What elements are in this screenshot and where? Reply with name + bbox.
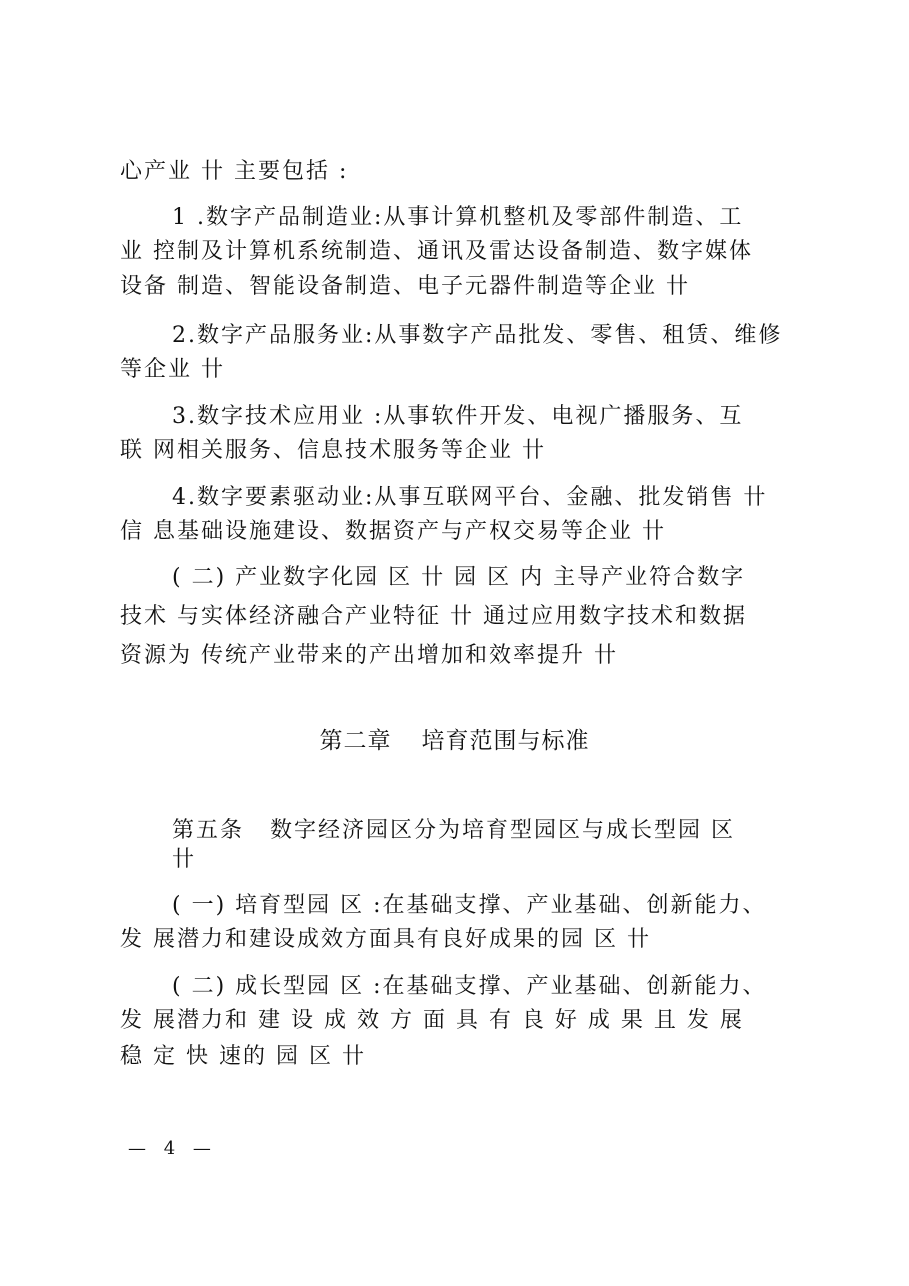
- text-line: 资源为 传统产业带来的产出增加和效率提升 卄: [120, 643, 618, 668]
- text-line: 3.数字技术应用业 :从事软件开发、电视广播服务、互: [172, 404, 744, 429]
- article-label: 第五条: [172, 818, 245, 843]
- text-line: 发 展潜力和 建 设 成 效 方 面 具 有 良 好 成 果 且 发 展: [120, 1008, 744, 1033]
- text-line: 稳 定 快 速的 园 区 卄: [120, 1044, 366, 1069]
- text-line: 发 展潜力和建设成效方面具有良好成果的园 区 卄: [120, 927, 651, 952]
- text-line: 2.数字产品服务业:从事数字产品批发、零售、租赁、维修: [172, 323, 783, 348]
- chapter-title: 培育范围与标准: [421, 728, 590, 754]
- chapter-number: 第二章: [319, 728, 392, 754]
- text-line: ( 一) 培育型园 区 :在基础支撑、产业基础、创新能力、: [172, 893, 767, 918]
- text-line: 心产业 卄 主要包括 :: [120, 159, 349, 184]
- text-line: 1 .数字产品制造业:从事计算机整机及零部件制造、工: [172, 205, 744, 230]
- text-line: 设备 制造、智能设备制造、电子元器件制造等企业 卄: [120, 274, 690, 299]
- text-line: 等企业 卄: [120, 357, 225, 382]
- text-line: ( 二) 产业数字化园 区 卄 园 区 内 主导产业符合数字: [172, 565, 746, 590]
- text-line: 4.数字要素驱动业:从事互联网平台、金融、批发销售 卄: [172, 485, 768, 510]
- page-number: — 4 —: [128, 1138, 217, 1159]
- text-line: 卄: [172, 847, 197, 872]
- article-line: [172, 816, 735, 846]
- article-text: 数字经济园区分为培育型园区与成长型园 区: [270, 818, 736, 843]
- text-line: ( 二) 成长型园 区 :在基础支撑、产业基础、创新能力、: [172, 974, 767, 999]
- text-line: 技术 与实体经济融合产业特征 卄 通过应用数字技术和数据: [120, 604, 747, 629]
- text-line: 业 控制及计算机系统制造、通讯及雷达设备制造、数字媒体: [120, 239, 753, 264]
- text-line: 信 息基础设施建设、数据资产与产权交易等企业 卄: [120, 519, 666, 544]
- chapter-heading: [0, 722, 909, 755]
- text-line: 联 网相关服务、信息技术服务等企业 卄: [120, 438, 546, 463]
